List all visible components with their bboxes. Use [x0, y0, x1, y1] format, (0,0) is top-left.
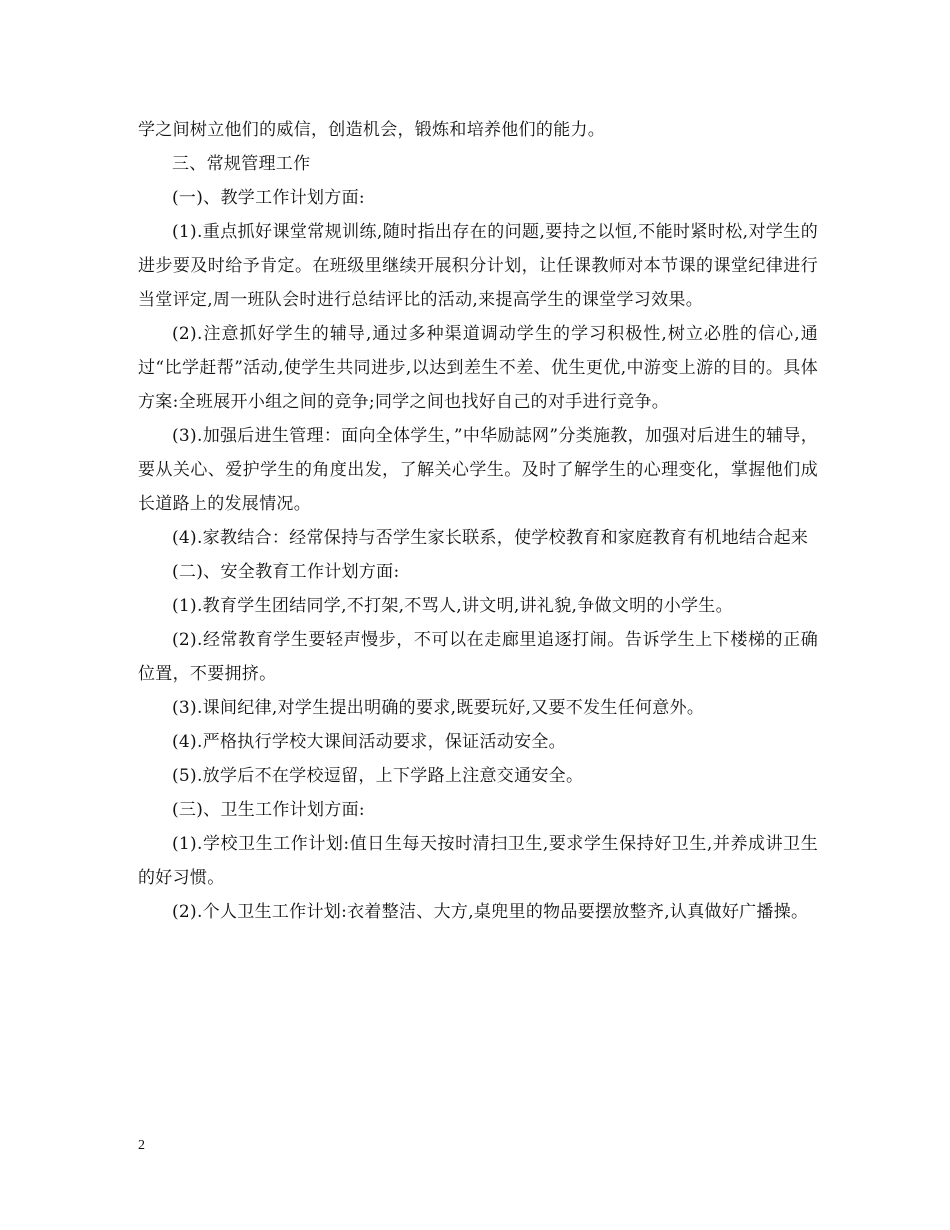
paragraph-continued: 学之间树立他们的威信，创造机会，锻炼和培养他们的能力。	[138, 120, 606, 140]
paragraph-teaching-item-4: (4).家教结合：经常保持与否学生家长联系，使学校教育和家庭教育有机地结合起来	[172, 528, 809, 548]
paragraph-safety-item-1: (1).教育学生团结同学,不打架,不骂人,讲文明,讲礼貌,争做文明的小学生。	[172, 596, 733, 616]
paragraph-safety-item-3: (3).课间纪律,对学生提出明确的要求,既要玩好,又要不发生任何意外。	[172, 698, 705, 718]
section-heading-routine-management: 三、常规管理工作	[172, 154, 311, 174]
paragraph-safety-item-2: (2).经常教育学生要轻声慢步，不可以在走廊里追逐打闹。告诉学生上下楼梯的正确位置，不要拥挤。	[138, 630, 818, 684]
paragraph-teaching-item-2: (2).注意抓好学生的辅导,通过多种渠道调动学生的学习积极性,树立必胜的信心,通过“比学赶帮”活动,使学生共同进步,以达到差生不差、优生更优,中游变上游的目的。具体方案:全班展开小组之间的竞争;同学之间也找好自己的对手进行竞争。	[138, 324, 818, 412]
subheading-teaching-plan: (一)、教学工作计划方面:	[172, 188, 365, 208]
paragraph-safety-item-5: (5).放学后不在学校逗留，上下学路上注意交通安全。	[172, 766, 584, 786]
paragraph-hygiene-item-1: (1).学校卫生工作计划:值日生每天按时清扫卫生,要求学生保持好卫生,并养成讲卫生的好习惯。	[138, 834, 818, 888]
paragraph-teaching-item-3: (3).加强后进生管理：面向全体学生，”中华励誌网”分类施教，加强对后进生的辅导，要从关心、爱护学生的角度出发，了解关心学生。及时了解学生的心理变化，掌握他们成长道路上的发展情况。	[138, 426, 818, 514]
subheading-hygiene-plan: (三)、卫生工作计划方面:	[172, 800, 365, 820]
subheading-safety-plan: (二)、安全教育工作计划方面:	[172, 562, 400, 582]
page-number: 2	[138, 1138, 145, 1153]
paragraph-teaching-item-1: (1).重点抓好课堂常规训练,随时指出存在的问题,要持之以恒,不能时紧时松,对学生的进步要及时给予肯定。在班级里继续开展积分计划，让任课教师对本节课的课堂纪律进行当堂评定,周一班队会时进行总结评比的活动,来提高学生的课堂学习效果。	[138, 222, 818, 310]
paragraph-hygiene-item-2: (2).个人卫生工作计划:衣着整洁、大方,桌兜里的物品要摆放整齐,认真做好广播操。	[172, 902, 809, 922]
paragraph-safety-item-4: (4).严格执行学校大课间活动要求，保证活动安全。	[172, 732, 566, 752]
document-body	[138, 113, 818, 929]
